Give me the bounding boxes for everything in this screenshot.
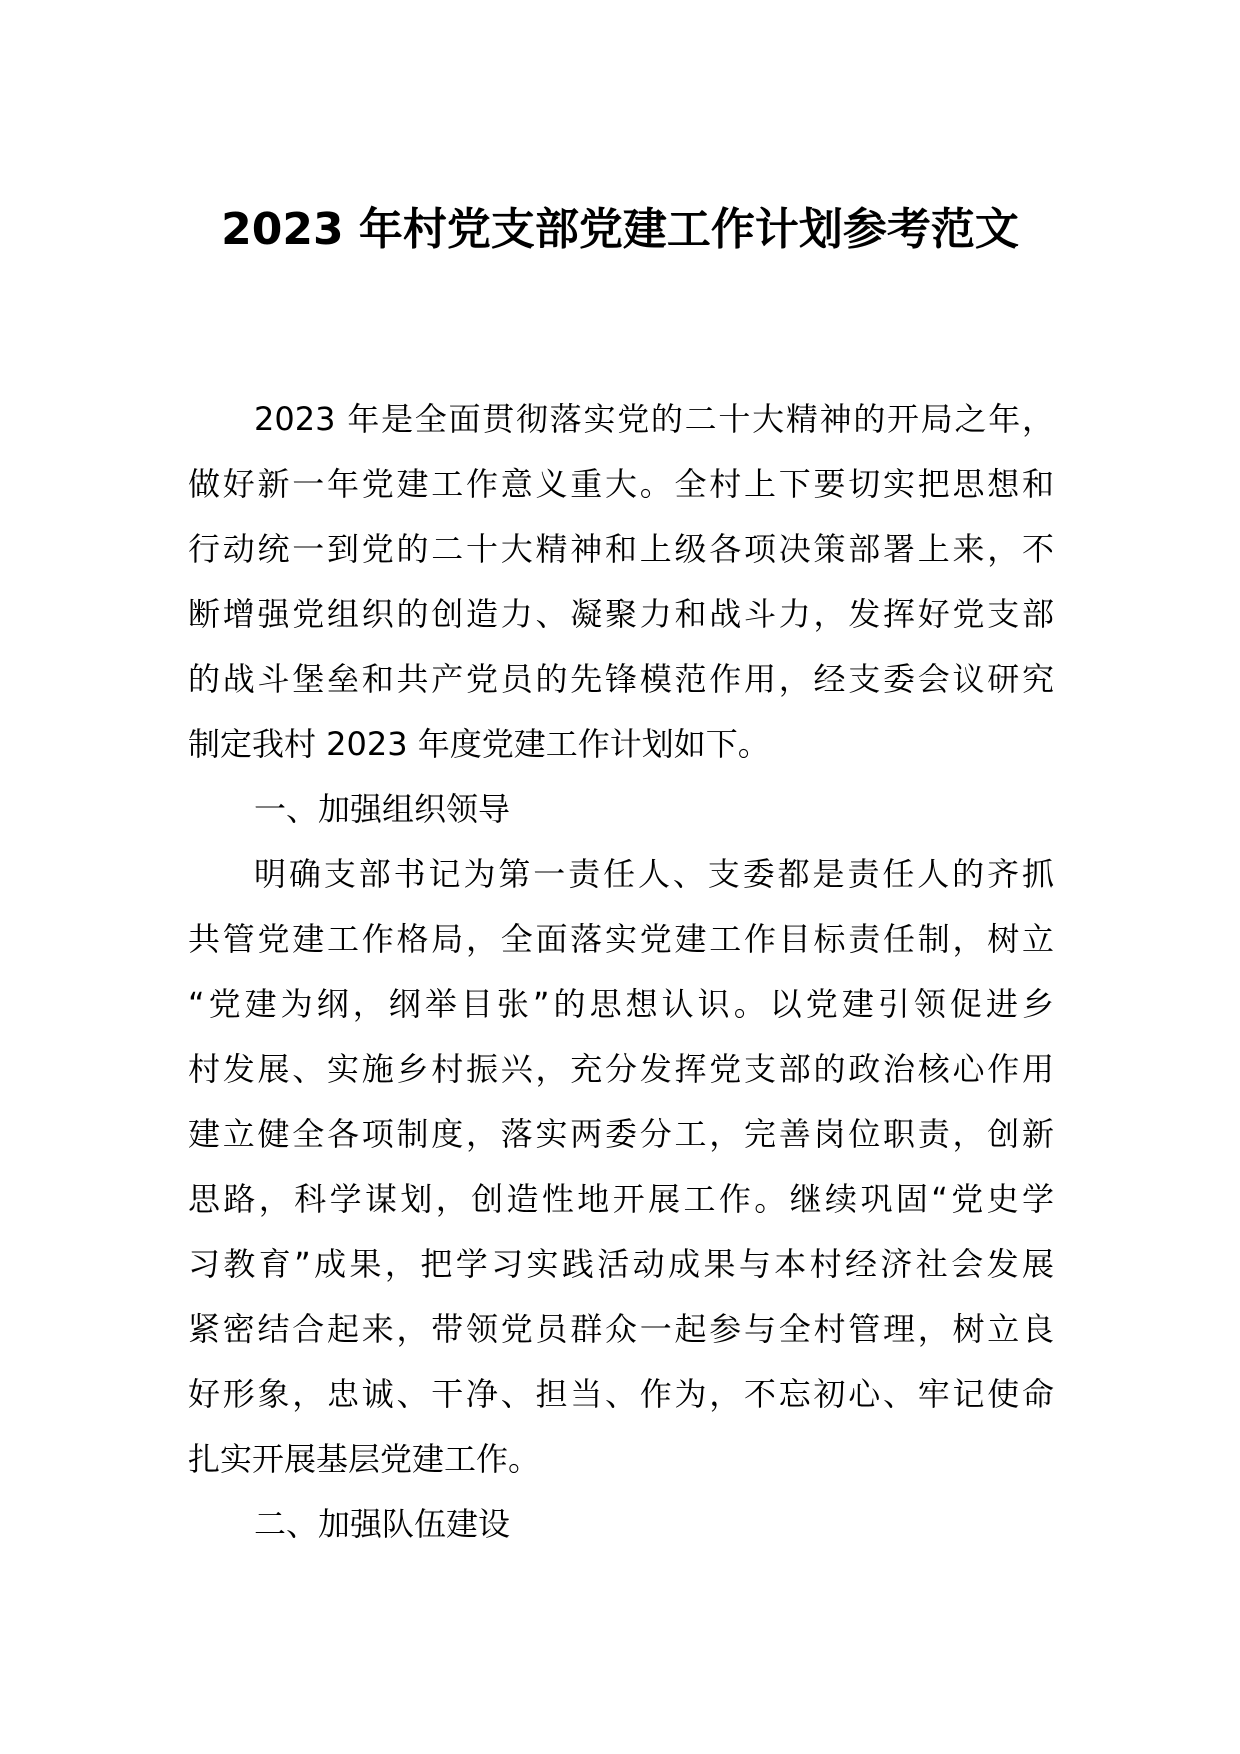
paragraph-line: 2023 年是全面贯彻落实党的二十大精神的开局之年， — [254, 400, 1054, 438]
paragraph-line: 明确支部书记为第一责任人、支委都是责任人的齐抓 — [254, 855, 1054, 893]
paragraph-line: 村发展、实施乡村振兴，充分发挥党支部的政治核心作用 — [188, 1050, 1054, 1088]
section-heading: 二、加强队伍建设 — [254, 1505, 511, 1543]
paragraph-line: 思路，科学谋划，创造性地开展工作。继续巩固“党史学 — [188, 1180, 1054, 1218]
paragraph-line: 制定我村 2023 年度党建工作计划如下。 — [188, 725, 770, 763]
paragraph-line: 做好新一年党建工作意义重大。全村上下要切实把思想和 — [188, 465, 1054, 503]
paragraph-line: 的战斗堡垒和共产党员的先锋模范作用，经支委会议研究 — [188, 660, 1054, 698]
document-body — [188, 387, 1054, 1557]
paragraph-line: 共管党建工作格局，全面落实党建工作目标责任制，树立 — [188, 920, 1054, 958]
section-heading: 一、加强组织领导 — [254, 790, 511, 828]
paragraph-line: 好形象，忠诚、干净、担当、作为，不忘初心、牢记使命 — [188, 1375, 1054, 1413]
paragraph-line: 紧密结合起来，带领党员群众一起参与全村管理，树立良 — [188, 1310, 1054, 1348]
document-title: 2023 年村党支部党建工作计划参考范文 — [221, 204, 1019, 255]
paragraph-line: “党建为纲，纲举目张”的思想认识。以党建引领促进乡 — [188, 985, 1054, 1023]
paragraph-line: 断增强党组织的创造力、凝聚力和战斗力，发挥好党支部 — [188, 595, 1054, 633]
paragraph-line: 扎实开展基层党建工作。 — [188, 1440, 541, 1478]
paragraph-line: 习教育”成果，把学习实践活动成果与本村经济社会发展 — [188, 1245, 1054, 1283]
paragraph-line: 行动统一到党的二十大精神和上级各项决策部署上来，不 — [188, 530, 1054, 568]
paragraph-line: 建立健全各项制度，落实两委分工，完善岗位职责，创新 — [188, 1115, 1054, 1153]
